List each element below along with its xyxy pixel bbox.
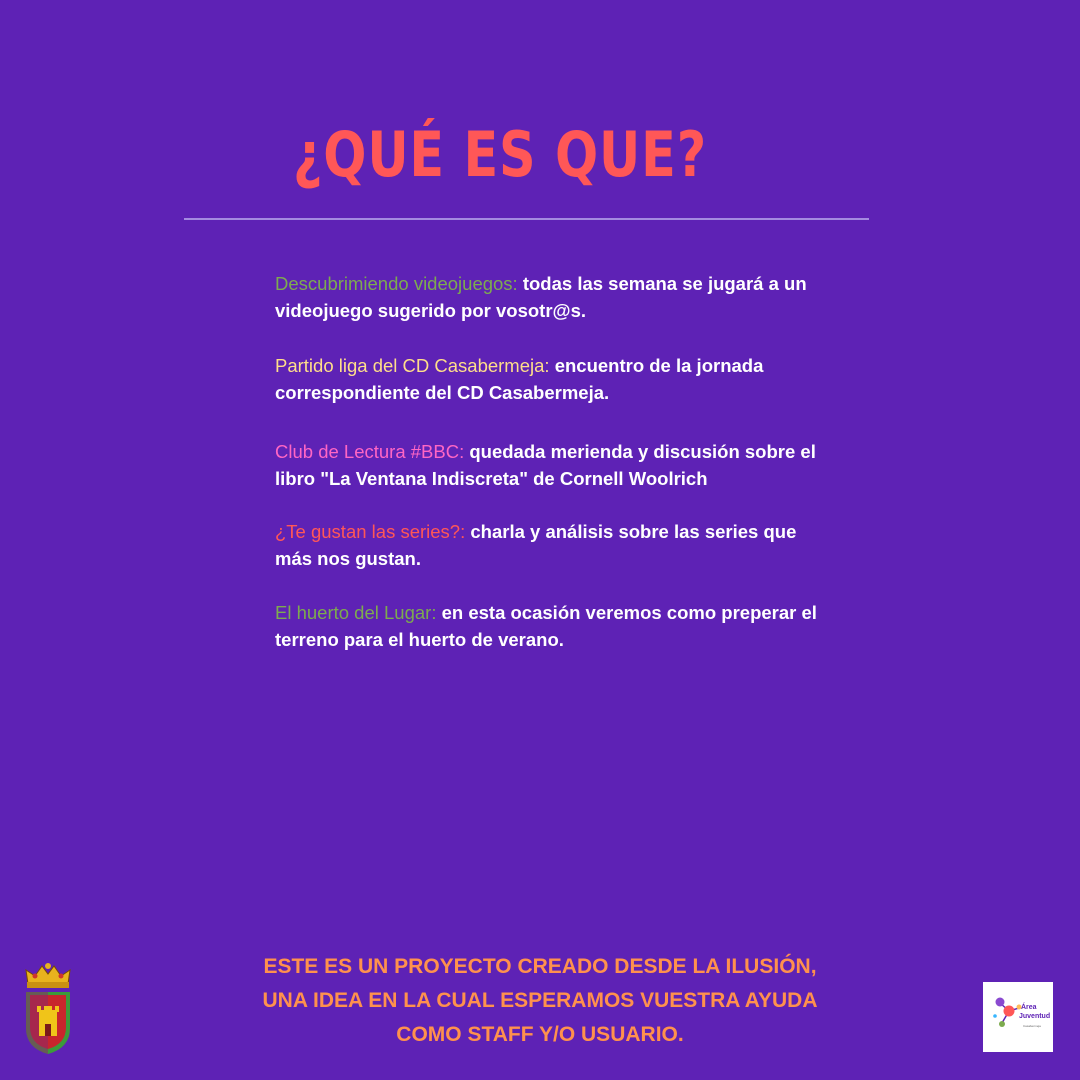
activity-text: todas las semana se jugará a un videojuego sugerido por vosotr@s.	[275, 273, 807, 321]
activity-text: charla y análisis sobre las series que más nos gustan.	[275, 521, 797, 569]
logo-text-town: Casabermeja	[1023, 1024, 1041, 1028]
activity-item-huerto	[275, 599, 835, 653]
footer-message	[190, 950, 890, 1052]
footer-line: ESTE ES UN PROYECTO CREADO DESDE LA ILUSIÓN,	[263, 955, 817, 978]
footer-line: COMO STAFF Y/O USUARIO.	[396, 1023, 684, 1046]
activity-text: en esta ocasión veremos como preperar el terreno para el huerto de verano.	[275, 602, 817, 650]
title-divider	[184, 218, 869, 220]
municipal-coat-of-arms-icon	[22, 962, 74, 1054]
activity-label: ¿Te gustan las series?:	[275, 521, 466, 542]
activity-text: quedada merienda y discusión sobre el libro "La Ventana Indiscreta" de Cornell Woolrich	[275, 441, 816, 489]
activity-label: Partido liga del CD Casabermeja:	[275, 355, 550, 376]
activity-text: encuentro de la jornada correspondiente del CD Casabermeja.	[275, 355, 764, 403]
activity-item-videojuegos	[275, 270, 835, 324]
activity-item-club-lectura	[275, 438, 835, 492]
activity-label: Club de Lectura #BBC:	[275, 441, 465, 462]
logo-text-area: Área	[1021, 1004, 1037, 1011]
area-juventud-logo-icon	[983, 982, 1053, 1052]
activity-item-series	[275, 518, 835, 572]
logo-text-juventud: Juventud	[1019, 1013, 1051, 1020]
footer-line: UNA IDEA EN LA CUAL ESPERAMOS VUESTRA AYUDA	[262, 989, 818, 1012]
activity-label: Descubrimiendo videojuegos:	[275, 273, 518, 294]
activity-label: El huerto del Lugar:	[275, 602, 437, 623]
page-title: ¿QUÉ ES QUE?	[292, 118, 708, 191]
activity-item-partido	[275, 352, 835, 406]
